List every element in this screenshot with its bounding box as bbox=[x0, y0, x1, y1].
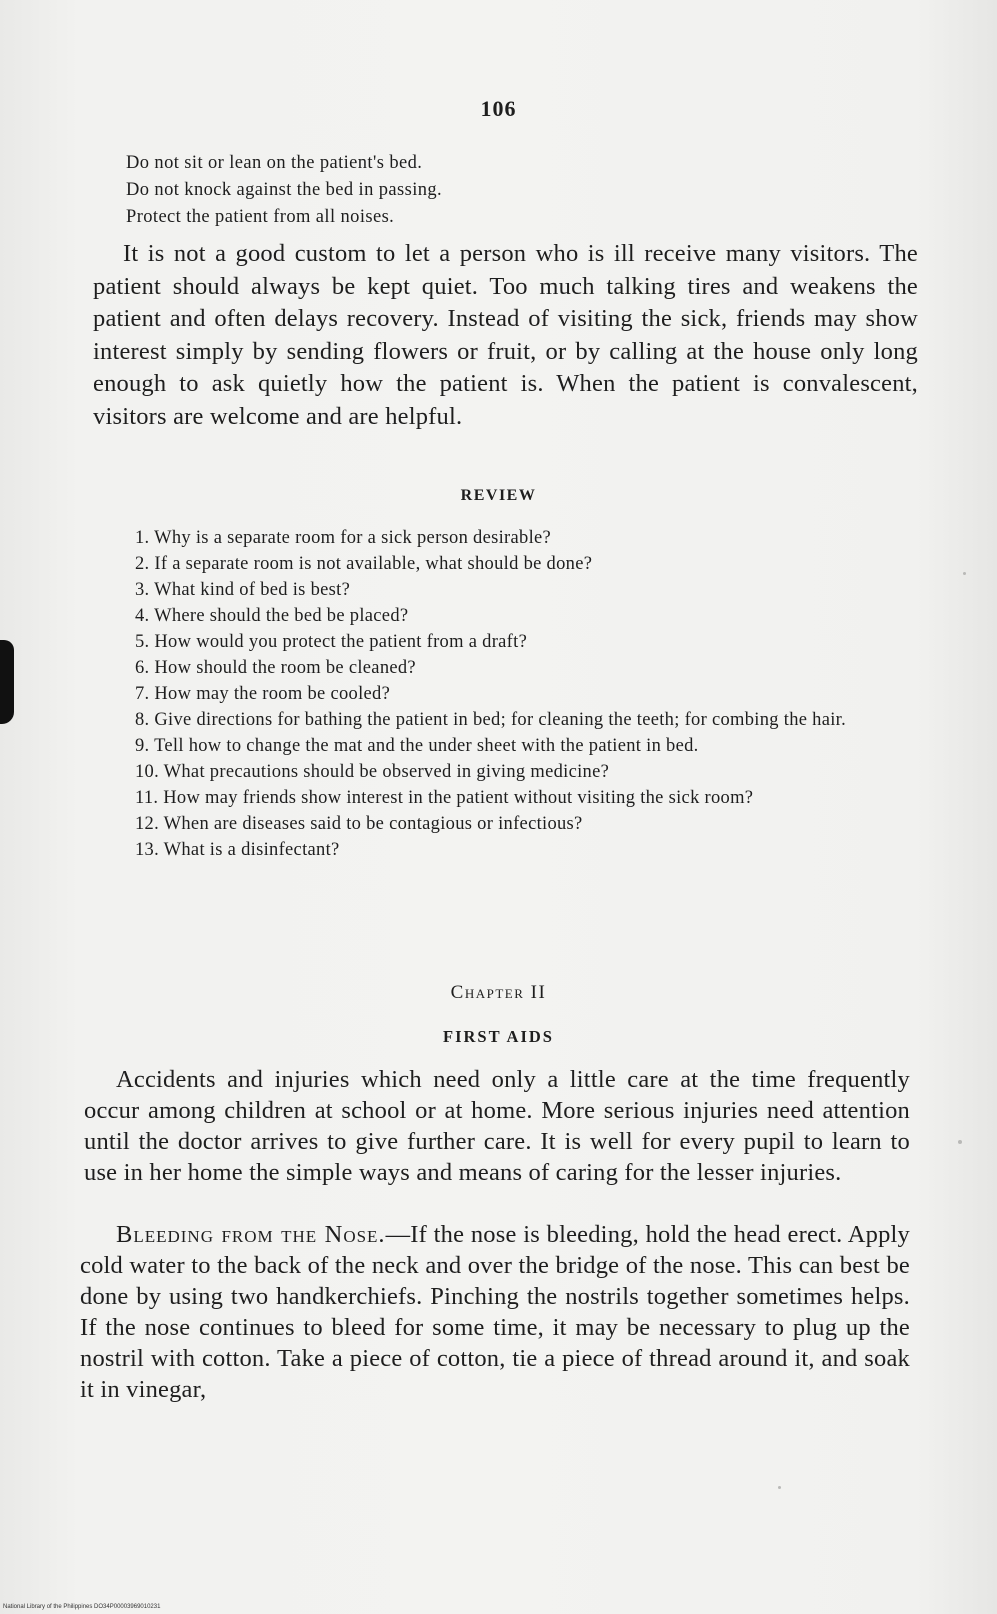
review-question: 2. If a separate room is not available, what should be done? bbox=[135, 554, 593, 574]
nose-text: —If the nose is bleeding, hold the head erect. Apply cold water to the back of the neck and over the bridge of the nose. This can best be done by using two handkerchiefs. Pinching the nostrils together sometimes helps. If the nose continues to bleed for some time, it may be necessary to plug up the nostril with cotton. Take a piece of cotton, tie a piece of thread around it, and soak it in vinegar, bbox=[80, 1221, 911, 1403]
sickroom-rules bbox=[126, 150, 442, 231]
scan-footer: National Library of the Philippines DO34P00003969010231 bbox=[3, 1604, 161, 1610]
paragraph-nose-bleeding bbox=[80, 1219, 910, 1405]
review-question: 11. How may friends show interest in the patient without visiting the sick room? bbox=[135, 788, 754, 808]
review-heading: REVIEW bbox=[460, 487, 537, 504]
section-title: FIRST AIDS bbox=[443, 1027, 554, 1046]
review-question: 4. Where should the bed be placed? bbox=[135, 606, 409, 626]
review-question: 10. What precautions should be observed in giving medicine? bbox=[135, 762, 610, 782]
paragraph-first-aids: Accidents and injuries which need only a little care at the time frequently occur among children at school or at home. More serious injuries need attention until the doctor arrives to give further care. It is well for every pupil to learn to use in her home the simple ways and means of caring for the lesser injuries. bbox=[84, 1066, 910, 1186]
review-question: 1. Why is a separate room for a sick person desirable? bbox=[135, 528, 552, 548]
rule-line: Protect the patient from all noises. bbox=[126, 207, 395, 227]
nose-heading: Bleeding from the Nose. bbox=[116, 1221, 386, 1248]
review-question: 13. What is a disinfectant? bbox=[135, 840, 340, 860]
review-question: 3. What kind of bed is best? bbox=[135, 580, 351, 600]
paper-speck bbox=[778, 1486, 781, 1489]
rule-line: Do not knock against the bed in passing. bbox=[126, 180, 443, 200]
review-question: 8. Give directions for bathing the patient in bed; for cleaning the teeth; for combing the hair. bbox=[135, 710, 847, 730]
review-question: 9. Tell how to change the mat and the under sheet with the patient in bed. bbox=[135, 736, 699, 756]
review-question: 6. How should the room be cleaned? bbox=[135, 658, 416, 678]
rule-line: Do not sit or lean on the patient's bed. bbox=[126, 153, 423, 173]
paragraph-visitors: It is not a good custom to let a person who is ill receive many visitors. The patient should always be kept quiet. Too much talking tires and weakens the patient and often delays recovery. Instead of visiting the sick, friends may show interest simply by sending flowers or fruit, or by calling at the house only long enough to ask quietly how the patient is. When the patient is convalescent, visitors are welcome and are helpful. bbox=[93, 240, 918, 430]
page-number: 106 bbox=[480, 96, 517, 121]
binding-shadow bbox=[0, 640, 14, 724]
paper-speck bbox=[963, 572, 966, 575]
review-question: 5. How would you protect the patient from a draft? bbox=[135, 632, 528, 652]
chapter-label: Chapter II bbox=[450, 982, 547, 1003]
review-questions bbox=[92, 525, 917, 863]
review-question: 12. When are diseases said to be contagious or infectious? bbox=[135, 814, 583, 834]
paper-speck bbox=[958, 1140, 962, 1144]
review-question: 7. How may the room be cooled? bbox=[135, 684, 391, 704]
